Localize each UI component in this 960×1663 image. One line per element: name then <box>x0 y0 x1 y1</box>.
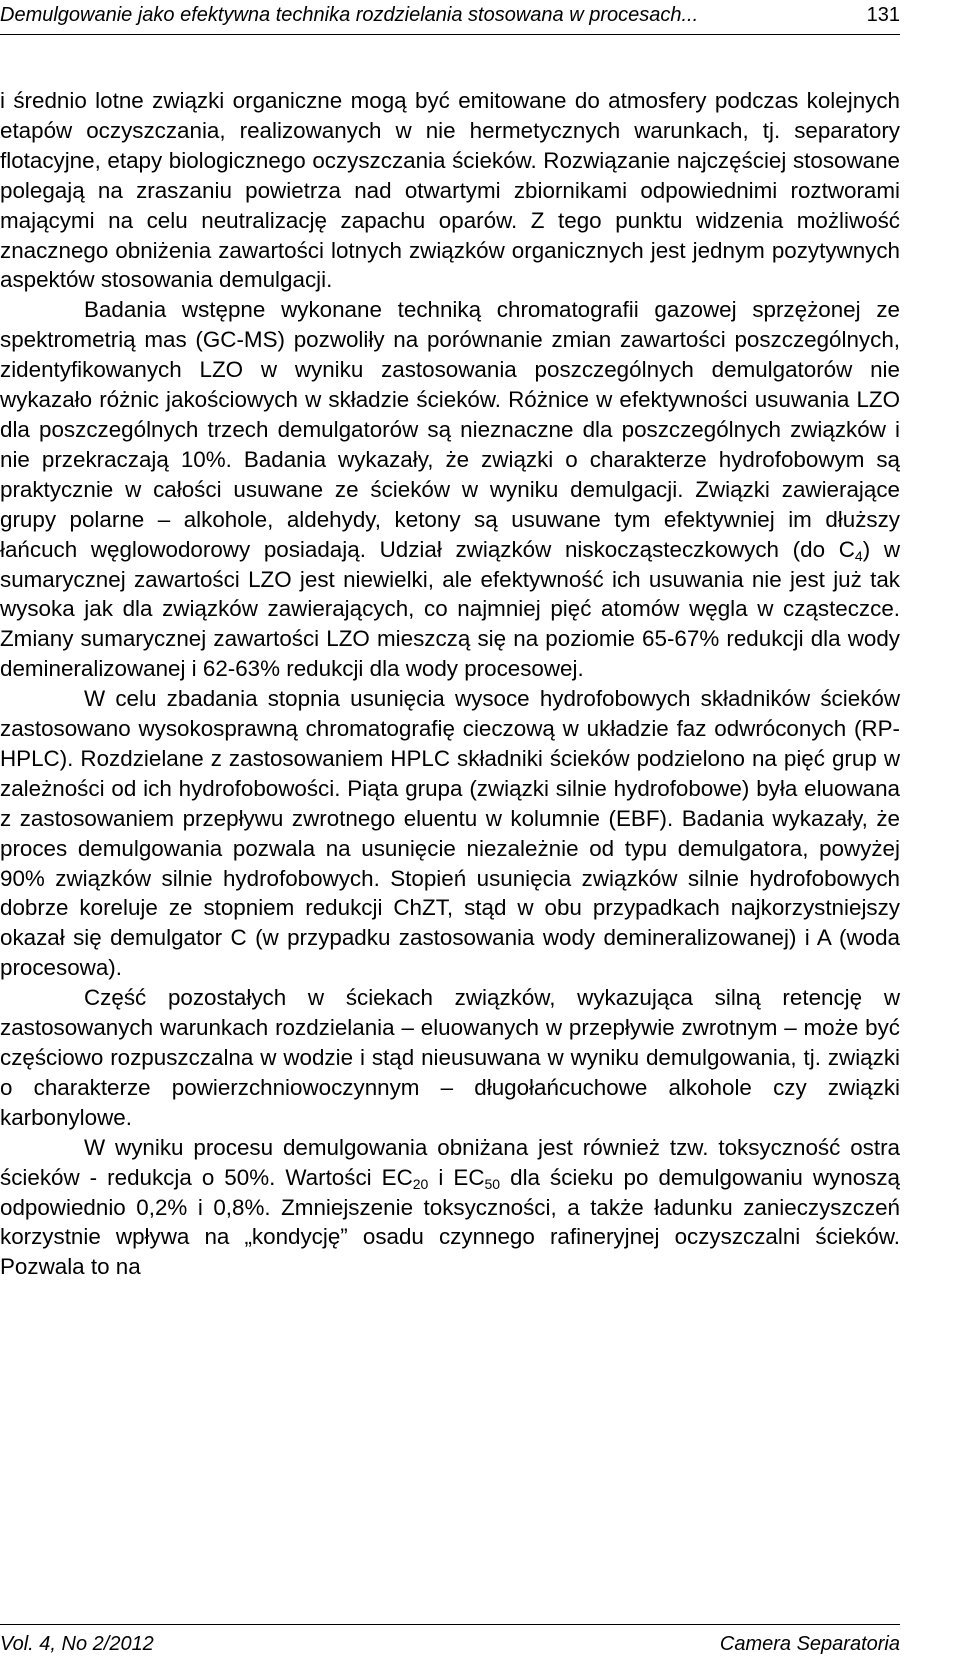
paragraph-5-part-b: i EC <box>428 1164 485 1190</box>
carbon-subscript: 4 <box>854 547 863 564</box>
paragraph-5-part-a: W wyniku procesu demulgowania obniżana jest również tzw. toksyczność ostra ścieków - redukcja o 50%. Wartości EC <box>0 1134 900 1190</box>
paragraph-2 <box>0 295 900 684</box>
paragraph-3: W celu zbadania stopnia usunięcia wysoce hydrofobowych składników ścieków zastosowano wysokosprawną chromatografię cieczową w układzie faz odwróconych (RP-HPLC). Rozdzielane z zastosowaniem HPLC składniki ścieków podzielono na pięć grup w zależności od ich hydrofobowości. Piąta grupa (związki silnie hydrofobowe) była eluowana z zastosowaniem przepływu zwrotnego eluentu w kolumnie (EBF). Badania wykazały, że proces demulgowania pozwala na usunięcie niezależnie od typu demulgatora, powyżej 90% związków silnie hydrofobowych. Stopień usunięcia związków silnie hydrofobowych dobrze koreluje ze stopniem redukcji ChZT, stąd w obu przypadkach najkorzystniejszy okazał się demulgator C (w przypadku zastosowania wody demineralizowanej) i A (woda procesowa). <box>0 686 900 981</box>
journal-name: Camera Separatoria <box>719 1633 900 1655</box>
footer-rule <box>0 1624 900 1625</box>
header-rule <box>0 34 900 35</box>
paragraph-5 <box>0 1133 900 1283</box>
paragraph-2-part-b: ) w sumarycznej zawartości LZO jest niewielki, ale efektywność ich usuwania nie jest już tak wysoka jak dla związków zawierających, co najmniej pięć atomów węgla w cząsteczce. Zmiany sumarycznej zawartości LZO mieszczą się na poziomie 65-67% redukcji dla wody demineralizowanej i 62-63% redukcji dla wody procesowej. <box>0 536 900 682</box>
running-header <box>0 4 900 26</box>
paragraph-2-part-a: Badania wstępne wykonane techniką chromatografii gazowej sprzężonej ze spektrometrią mas (GC-MS) pozwoliły na porównanie zmian zawartości poszczególnych, zidentyfikowanych LZO w wyniku zastosowania poszczególnych demulgatorów nie wykazało różnic jakościowych w składzie ścieków. Różnice w efektywności usuwania LZO dla poszczególnych trzech demulgatorów są nieznaczne dla poszczególnych związków i nie przekraczają 10%. Badania wykazały, że związki o charakterze hydrofobowym są praktycznie w całości usuwane ze ścieków w wyniku demulgacji. Związki zawierające grupy polarne – alkohole, aldehydy, ketony są usuwane tym efektywniej im dłuższy łańcuch węglowodorowy posiadają. Udział związków niskocząsteczkowych (do C <box>0 297 900 562</box>
page-number: 131 <box>866 4 900 26</box>
paragraph-1: i średnio lotne związki organiczne mogą być emitowane do atmosfery podczas kolejnych etapów oczyszczania, realizowanych w nie hermetycznych warunkach, tj. separatory flotacyjne, etapy biologicznego oczyszczania ścieków. Rozwiązanie najczęściej stosowane polegają na zraszaniu powietrza nad otwartymi zbiornikami odpowiednimi roztworami mającymi na celu neutralizację zapachu oparów. Z tego punktu widzenia możliwość znacznego obniżenia zawartości lotnych związków organicznych jest jednym pozytywnych aspektów stosowania demulgacji. <box>0 88 900 293</box>
paragraph-5-part-c: dla ścieku po demulgowaniu wynoszą odpowiednio 0,2% i 0,8%. Zmniejszenie toksyczności, a także ładunku zanieczyszczeń korzystnie wpływa na „kondycję” osadu czynnego rafineryjnej oczyszczalni ścieków. Pozwala to na <box>0 1164 900 1280</box>
running-title: Demulgowanie jako efektywna technika rozdzielania stosowana w procesach... <box>0 4 699 26</box>
ec20-subscript: 20 <box>412 1175 429 1192</box>
running-footer <box>0 1633 900 1657</box>
paragraph-4: Część pozostałych w ściekach związków, wykazująca silną retencję w zastosowanych warunkach rozdzielania – eluowanych w przepływie zwrotnym – może być częściowo rozpuszczalna w wodzie i stąd nieusuwana w wyniku demulgowania, tj. związki o charakterze powierzchniowoczynnym – długołańcuchowe alkohole czy związki karbonylowe. <box>0 985 900 1130</box>
ec50-subscript: 50 <box>484 1175 501 1192</box>
article-body <box>0 86 900 1282</box>
volume-info: Vol. 4, No 2/2012 <box>0 1633 154 1655</box>
